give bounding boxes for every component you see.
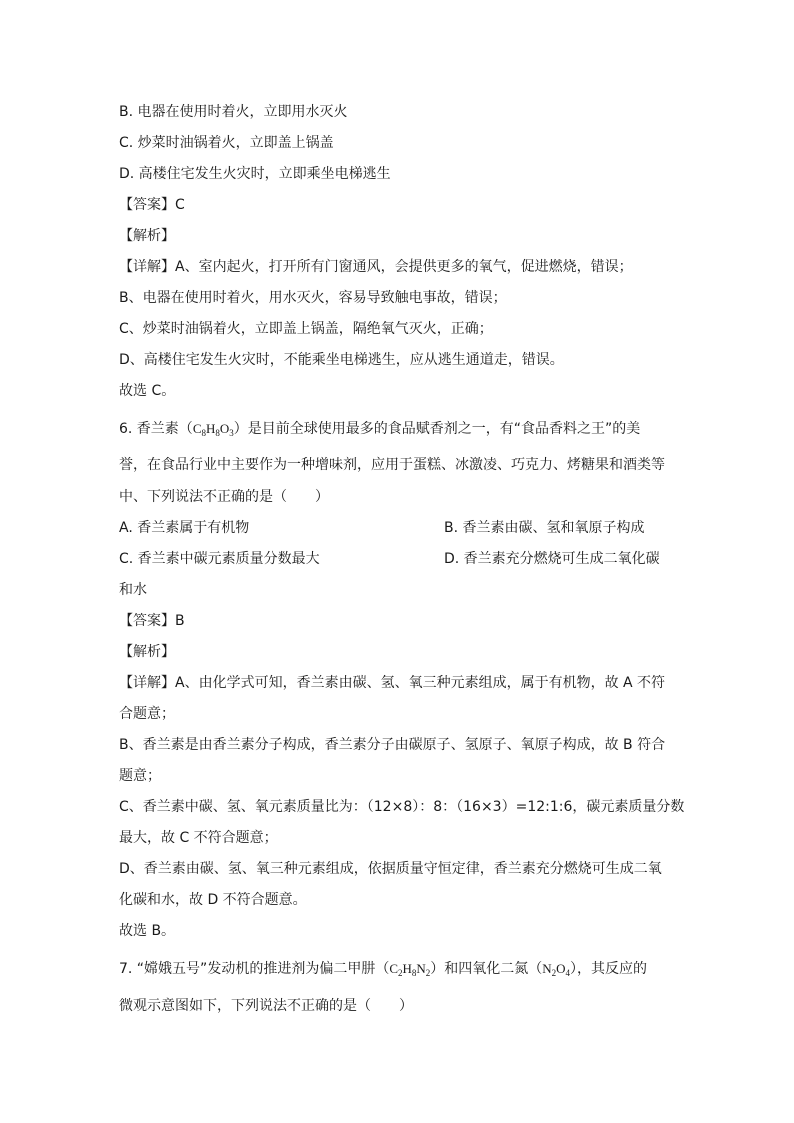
q5-detail-2: B、电器在使用时着火，用水灭火，容易导致触电事故，错误；: [119, 290, 507, 306]
q6-option-a: A. 香兰素属于有机物: [119, 520, 250, 536]
q6-stem-line-1: [119, 419, 640, 439]
q6-stem-line-3: 中、下列说法不正确的是（ ）: [119, 489, 329, 505]
q7-stem-line-2: 微观示意图如下，下列说法不正确的是（ ）: [119, 998, 413, 1014]
q7-stem-mid: ）和四氧化二氮（: [430, 961, 543, 977]
q6-detail-3: C、香兰素中碳、氢、氧元素质量比为：（12×8）：8：（16×3）=12:1:6，碳元素质量分数: [119, 799, 685, 815]
q6-detail-2: B、香兰素是由香兰素分子构成，香兰素分子由碳原子、氢原子、氧原子构成，故 B 符合: [119, 737, 666, 753]
q6-stem-suffix: ）是目前全球使用最多的食品赋香剂之一，有“食品香料之王”的美: [233, 421, 641, 437]
q6-stem-line-2: 誉，在食品行业中主要作为一种增味剂，应用于蛋糕、冰激凌、巧克力、烤糖果和酒类等: [119, 457, 665, 473]
q6-detail-4-continued: 化碳和水，故 D 不符合题意。: [119, 892, 307, 908]
q5-detail-3: C、炒菜时油锅着火，立即盖上锅盖，隔绝氧气灭火，正确；: [119, 321, 493, 337]
q6-detail-1-continued: 合题意；: [119, 706, 175, 722]
q7-stem-suffix: ），其反应的: [570, 961, 648, 977]
udmh-formula: $C_2H_8N_2$: [389, 961, 431, 978]
q7-stem-prefix: 7. “嫦娥五号”发动机的推进剂为偏二甲肼（: [119, 961, 390, 977]
q5-option-d: D. 高楼住宅发生火灾时，立即乘坐电梯逃生: [119, 166, 391, 182]
q6-option-d-continued: 和水: [119, 582, 147, 598]
q5-answer: 【答案】C: [119, 197, 185, 213]
q5-detail-1: 【详解】A、室内起火，打开所有门窗通风，会提供更多的氧气，促进燃烧，错误；: [119, 259, 633, 275]
q6-conclusion: 故选 B。: [119, 923, 176, 939]
q6-detail-3-continued: 最大，故 C 不符合题意；: [119, 830, 278, 846]
q5-option-b: B. 电器在使用时着火，立即用水灭火: [119, 104, 348, 120]
q6-analysis-heading: 【解析】: [119, 644, 175, 660]
q6-option-c: C. 香兰素中碳元素质量分数最大: [119, 551, 320, 567]
q5-analysis-heading: 【解析】: [119, 228, 175, 244]
q6-detail-4: D、香兰素由碳、氢、氧三种元素组成，依据质量守恒定律，香兰素充分燃烧可生成二氧: [119, 861, 662, 877]
q6-answer: 【答案】B: [119, 613, 185, 629]
q5-option-c: C. 炒菜时油锅着火，立即盖上锅盖: [119, 135, 334, 151]
q6-detail-2-continued: 题意；: [119, 768, 161, 784]
vanillin-formula: $C_8H_8O_3$: [192, 421, 234, 438]
q5-detail-4: D、高楼住宅发生火灾时，不能乘坐电梯逃生，应从逃生通道走，错误。: [119, 352, 564, 368]
q6-option-b: B. 香兰素由碳、氢和氧原子构成: [444, 520, 645, 536]
dinitrogen-tetroxide-formula: $N_2O_4$: [542, 961, 571, 978]
q7-stem-line-1: [119, 959, 647, 979]
q5-conclusion: 故选 C。: [119, 383, 176, 399]
q6-stem-prefix: 6. 香兰素（: [119, 421, 193, 437]
q6-option-d: D. 香兰素充分燃烧可生成二氧化碳: [444, 551, 660, 567]
q6-detail-1: 【详解】A、由化学式可知，香兰素由碳、氢、氧三种元素组成，属于有机物，故 A 不符: [119, 675, 666, 691]
